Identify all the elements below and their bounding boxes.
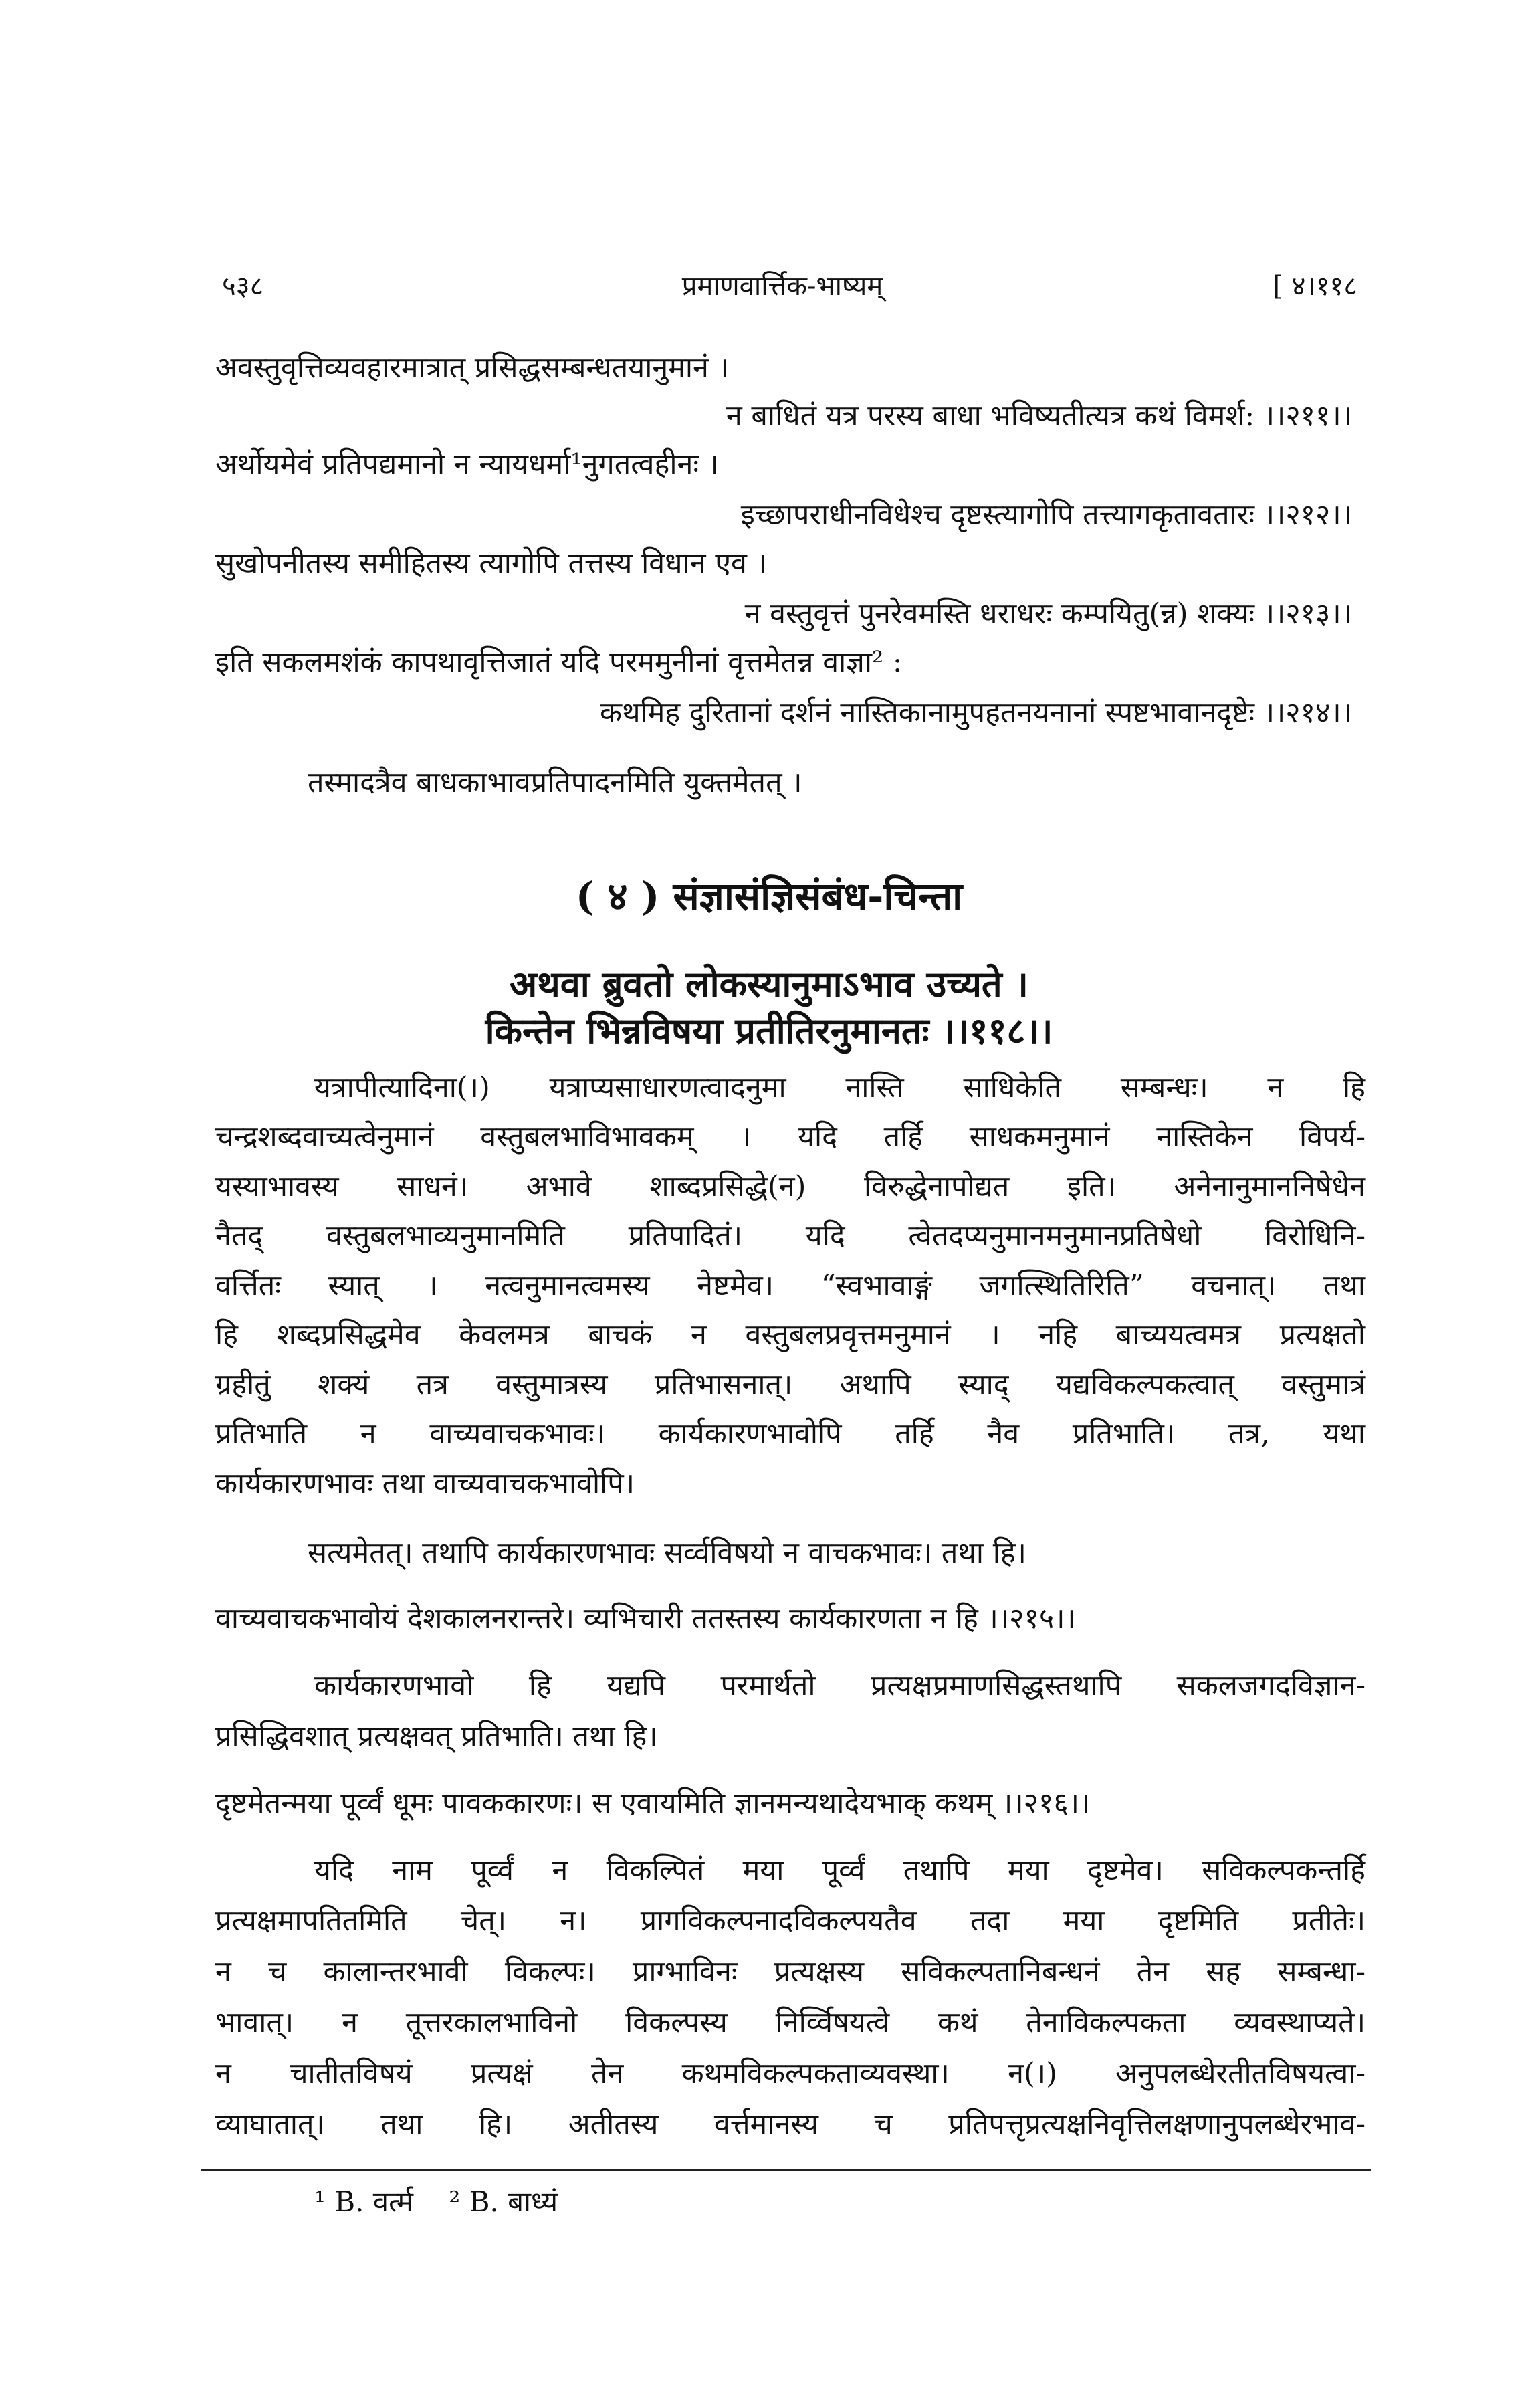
footnotes: [314, 2182, 584, 2220]
commentary-line: वर्त्तितः स्यात् । नत्वनुमानत्वमस्य नेष्टमेव। “स्वभावाङ्गं जगत्स्थितिरिति” वचनात्। तथा: [215, 1269, 1365, 1302]
verse-line: इच्छापराधीनविधेश्च दृष्टस्त्यागोपि तत्त्यागकृतावतारः ।।२१२।।: [740, 498, 1352, 532]
page-header: [207, 266, 1357, 313]
verse-215: वाच्यवाचकभावोयं देशकालनरान्तरे। व्यभिचारी ततस्तस्य कार्यकारणता न हि ।।२१५।।: [215, 1602, 1076, 1635]
commentary-line: कार्यकारणभावः तथा वाच्यवाचकभावोपि।: [215, 1467, 635, 1500]
verse-line: न बाधितं यत्र परस्य बाधा भविष्यतीत्यत्र कथं विमर्श: ।।२११।।: [726, 399, 1352, 433]
verse-line: कथमिह दुरितानां दर्शनं नास्तिकानामुपहतनयनानां स्पष्टभावानदृष्टेः ।।२१४।।: [600, 696, 1352, 730]
page-number: ५३८: [222, 271, 264, 302]
commentary-line: न च कालान्तरभावी विकल्पः। प्राग्भाविनः प्रत्यक्षस्य सविकल्पतानिबन्धनं तेन सह सम्बन्धा-: [215, 1955, 1365, 1989]
verse-line: इति सकलमशंकं कापथावृत्तिजातं यदि परममुनीनां वृत्तमेतन्न वाज्ञा² :: [215, 645, 903, 679]
commentary-line: प्रत्यक्षमापतितमिति चेत्। न। प्रागविकल्पनादविकल्पयतैव तदा मया दृष्टमिति प्रतीतेः।: [215, 1904, 1365, 1938]
commentary-line: प्रसिद्धिवशात् प्रत्यक्षवत् प्रतिभाति। तथा हि।: [215, 1720, 658, 1753]
verse-line: न वस्तुवृत्तं पुनरेवमस्ति धराधरः कम्पयितु(न्न) शक्यः ।।२१३।।: [744, 597, 1352, 631]
section-heading: ( ४ ) संज्ञासंज्ञिसंबंध-चिन्ता: [575, 874, 963, 919]
commentary-line: प्रतिभाति न वाच्यवाचकभावः। कार्यकारणभावोपि तर्हि नैव प्रतिभाति। तत्र, यथा: [215, 1417, 1365, 1451]
running-title: प्रमाणवार्त्तिक-भाष्यम्: [681, 271, 883, 302]
commentary-line: यस्याभावस्य साधनं। अभावे शाब्दप्रसिद्धे(न) विरुद्धेनापोद्यत इति। अनेनानुमाननिषेधेन: [215, 1170, 1365, 1203]
verse-216: दृष्टमेतन्मया पूर्व्वं धूमः पावककारणः। स एवायमिति ज्ञानमन्यथादेयभाक् कथम् ।।२१६।।: [215, 1787, 1091, 1820]
karika-line: किन्तेन भिन्नविषया प्रतीतिरनुमानतः ।।११८।।: [485, 1009, 1053, 1052]
footnote-rule: [201, 2169, 1371, 2171]
footnote-1: ¹ B. वर्त्म: [314, 2185, 414, 2218]
verse-line: सुखोपनीतस्य समीहितस्य त्यागोपि तत्तस्य विधान एव ।: [215, 546, 767, 580]
karika-line: अथवा ब्रुवतो लोकस्यानुमाऽभाव उच्यते ।: [510, 963, 1028, 1005]
commentary-line: हि शब्दप्रसिद्धमेव केवलमत्र बाचकं न वस्तुबलप्रवृत्तमनुमानं । नहि बाच्ययत्वमत्र प्रत्यक्षतो: [215, 1318, 1365, 1352]
footnote-2: ² B. बाध्यं: [449, 2185, 558, 2218]
prose-line: तस्मादत्रैव बाधकाभावप्रतिपादनमिति युक्तमेतत् ।: [308, 766, 802, 799]
commentary-line: यदि नाम पूर्व्वं न विकल्पितं मया पूर्व्वं तथापि मया दृष्टमेव। सविकल्पकन्तर्हि: [314, 1853, 1365, 1887]
verse-line: अर्थोयमेवं प्रतिपद्यमानो न न्यायधर्मा¹नुगतत्वहीनः ।: [215, 447, 719, 481]
commentary-line: नैतद् वस्तुबलभाव्यनुमानमिति प्रतिपादितं। यदि त्वेतदप्यनुमानमनुमानप्रतिषेधो विरोधिनि-: [215, 1219, 1365, 1253]
commentary-line: भावात्। न तूत्तरकालभाविनो विकल्पस्य निर्व्विषयत्वे कथं तेनाविकल्पकता व्यवस्थाप्यते।: [215, 2006, 1365, 2039]
commentary-line: चन्द्रशब्दवाच्यत्वेनुमानं वस्तुबलभाविभावकम् । यदि तर्हि साधकमनुमानं नास्तिकेन विपर्य-: [215, 1120, 1365, 1154]
commentary-line: कार्यकारणभावो हि यद्यपि परमार्थतो प्रत्यक्षप्रमाणसिद्धस्तथापि सकलजगदविज्ञान-: [314, 1669, 1365, 1702]
section-reference: [ ४।११८: [1273, 271, 1357, 302]
verse-line: अवस्तुवृत्तिव्यवहारमात्रात् प्रसिद्धसम्बन्धतयानुमानं ।: [215, 351, 729, 385]
commentary-line: ग्रहीतुं शक्यं तत्र वस्तुमात्रस्य प्रतिभासनात्। अथापि स्याद् यद्यविकल्पकत्वात् वस्तुमात्रं: [215, 1368, 1365, 1401]
commentary-line: यत्रापीत्यादिना(।) यत्राप्यसाधारणत्वादनुमा नास्ति साधिकेति सम्बन्धः। न हि: [314, 1071, 1365, 1104]
commentary-line: व्याघातात्। तथा हि। अतीतस्य वर्त्तमानस्य च प्रतिपत्तृप्रत्यक्षनिवृत्तिलक्षणानुपलब्धेरभाव-: [215, 2108, 1365, 2141]
commentary-line: सत्यमेतत्। तथापि कार्यकारणभावः सर्व्वविषयो न वाचकभावः। तथा हि।: [308, 1536, 1026, 1570]
commentary-line: न चातीतविषयं प्रत्यक्षं तेन कथमविकल्पकताव्यवस्था। न(।) अनुपलब्धेरतीतविषयत्वा-: [215, 2057, 1365, 2090]
